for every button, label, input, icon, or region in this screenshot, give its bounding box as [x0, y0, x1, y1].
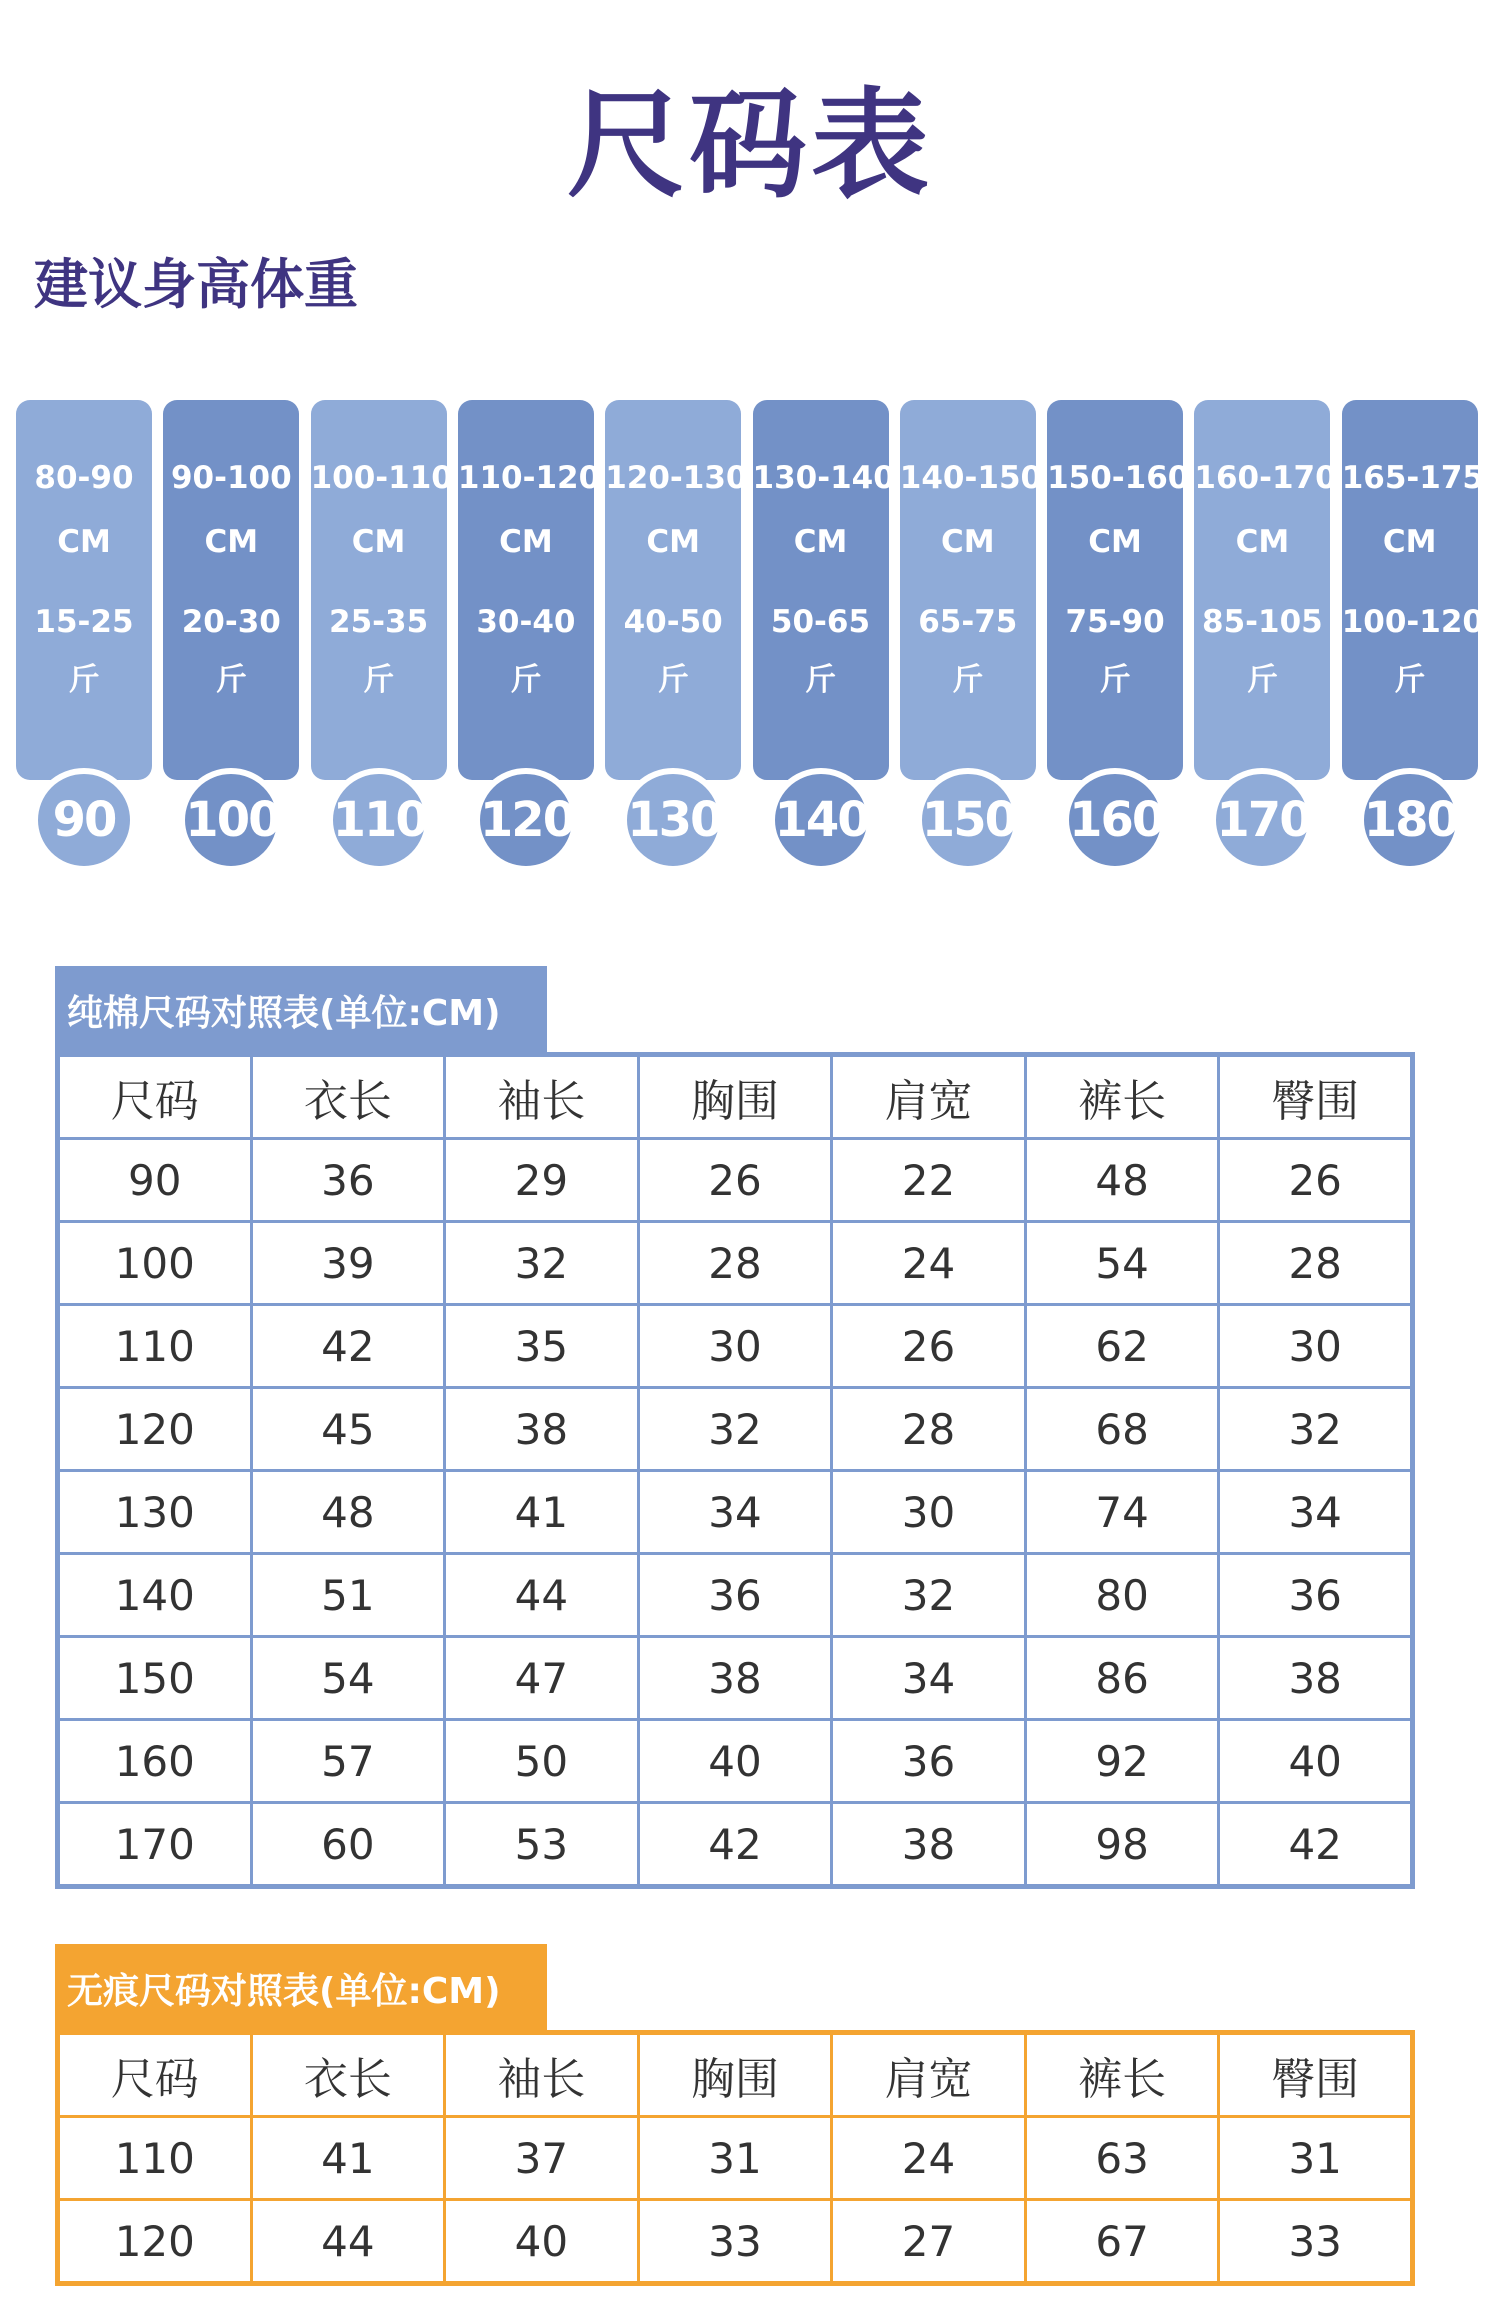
table-row	[58, 1554, 1413, 1637]
table-cell: 42	[251, 1305, 445, 1388]
table-cell: 110	[58, 2117, 252, 2200]
card-height-range: 80-90	[34, 460, 134, 496]
page-title: 尺码表	[566, 76, 933, 214]
size-card	[310, 400, 453, 870]
size-badge: 130	[621, 768, 725, 872]
table-cell: 140	[58, 1554, 252, 1637]
size-card-body	[752, 400, 895, 780]
table-cell: 34	[1219, 1471, 1413, 1554]
table-cell: 130	[58, 1471, 252, 1554]
card-weight-unit: 斤	[215, 662, 247, 698]
table-cell: 50	[445, 1720, 639, 1803]
table-cell: 28	[832, 1388, 1026, 1471]
size-badge: 100	[179, 768, 283, 872]
table-cell: 68	[1025, 1388, 1219, 1471]
card-height-range: 160-170	[1194, 460, 1337, 496]
table-cell: 34	[638, 1471, 832, 1554]
table-cell: 40	[445, 2200, 639, 2284]
size-card	[16, 400, 152, 870]
card-weight-unit: 斤	[657, 662, 689, 698]
size-card	[752, 400, 895, 870]
size-badge: 120	[474, 768, 578, 872]
table-cell: 37	[445, 2117, 639, 2200]
table-cell: 27	[832, 2200, 1026, 2284]
card-height-range: 130-140	[752, 460, 895, 496]
size-card	[1194, 400, 1337, 870]
size-card-body	[1047, 400, 1190, 780]
table-cell: 47	[445, 1637, 639, 1720]
table-cell: 30	[638, 1305, 832, 1388]
card-weight-unit: 斤	[805, 662, 836, 698]
table-cell: 42	[638, 1803, 832, 1887]
card-height-unit: CM	[57, 524, 111, 560]
table-cell: 120	[58, 2200, 252, 2284]
size-badge: 150	[916, 768, 1020, 872]
table-cell: 36	[832, 1720, 1026, 1803]
table-cell: 44	[251, 2200, 445, 2284]
table-cell: 32	[445, 1222, 639, 1305]
card-height-unit: CM	[940, 524, 995, 560]
table-row	[58, 1305, 1413, 1388]
column-header: 袖长	[445, 1055, 639, 1139]
card-height-unit: CM	[793, 524, 848, 560]
size-card	[1341, 400, 1484, 870]
table-cell: 38	[832, 1803, 1026, 1887]
card-height-range: 100-110	[310, 460, 453, 496]
card-height-range: 110-120	[457, 460, 601, 496]
table-cell: 30	[1219, 1305, 1413, 1388]
table-cell: 54	[251, 1637, 445, 1720]
table-cell: 36	[638, 1554, 832, 1637]
column-header: 胸围	[638, 1055, 832, 1139]
size-badge: 170	[1210, 768, 1314, 872]
size-badge: 110	[327, 768, 431, 872]
table-cell: 120	[58, 1388, 252, 1471]
size-card-body	[457, 400, 601, 780]
column-header: 袖长	[445, 2033, 639, 2117]
column-header: 裤长	[1025, 2033, 1219, 2117]
table-header-row	[58, 1055, 1413, 1139]
column-header: 肩宽	[832, 2033, 1026, 2117]
size-card-body	[1341, 400, 1484, 780]
size-badge: 180	[1358, 768, 1462, 872]
column-header: 裤长	[1025, 1055, 1219, 1139]
size-card	[163, 400, 299, 870]
card-height-range: 140-150	[899, 460, 1043, 496]
table-cell: 53	[445, 1803, 639, 1887]
column-header: 衣长	[251, 1055, 445, 1139]
table-cell: 48	[251, 1471, 445, 1554]
column-header: 尺码	[58, 2033, 252, 2117]
card-height-unit: CM	[204, 524, 259, 560]
table-cell: 22	[832, 1139, 1026, 1222]
card-weight-range: 50-65	[770, 604, 871, 640]
table-cell: 31	[1219, 2117, 1413, 2200]
table-cell: 54	[1025, 1222, 1219, 1305]
table-cell: 34	[832, 1637, 1026, 1720]
table-cell: 35	[445, 1305, 639, 1388]
table-row	[58, 1637, 1413, 1720]
size-card	[605, 400, 748, 870]
column-header: 臀围	[1219, 2033, 1413, 2117]
size-card-body	[605, 400, 748, 780]
table-row	[58, 1222, 1413, 1305]
table-row	[58, 1388, 1413, 1471]
table-cell: 150	[58, 1637, 252, 1720]
table-row	[58, 1720, 1413, 1803]
card-weight-range: 25-35	[329, 604, 429, 640]
column-header: 衣长	[251, 2033, 445, 2117]
card-weight-unit: 斤	[952, 662, 984, 698]
table-cell: 38	[1219, 1637, 1413, 1720]
card-weight-unit: 斤	[1246, 662, 1278, 698]
table-cell: 30	[832, 1471, 1026, 1554]
card-weight-range: 30-40	[476, 604, 576, 640]
table-cell: 36	[251, 1139, 445, 1222]
card-height-unit: CM	[1088, 524, 1142, 560]
column-header: 臀围	[1219, 1055, 1413, 1139]
column-header: 胸围	[638, 2033, 832, 2117]
size-card	[899, 400, 1043, 870]
card-weight-range: 85-105	[1202, 604, 1323, 640]
table-cell: 63	[1025, 2117, 1219, 2200]
size-card-body	[16, 400, 152, 780]
card-weight-range: 20-30	[181, 604, 281, 640]
card-weight-unit: 斤	[68, 662, 100, 698]
card-height-range: 165-175	[1341, 460, 1484, 496]
table-cell: 160	[58, 1720, 252, 1803]
table-cell: 60	[251, 1803, 445, 1887]
card-height-unit: CM	[499, 524, 553, 560]
table-cell: 62	[1025, 1305, 1219, 1388]
size-card	[1047, 400, 1190, 870]
table-cell: 80	[1025, 1554, 1219, 1637]
table-cell: 51	[251, 1554, 445, 1637]
column-header: 尺码	[58, 1055, 252, 1139]
table-cell: 32	[832, 1554, 1026, 1637]
card-weight-unit: 斤	[363, 662, 395, 698]
table-cell: 40	[638, 1720, 832, 1803]
table-cell: 45	[251, 1388, 445, 1471]
table-cell: 170	[58, 1803, 252, 1887]
table-row	[58, 1803, 1413, 1887]
seamless-table-label: 无痕尺码对照表(单位:CM)	[55, 1944, 547, 2034]
seamless-size-table	[55, 2030, 1415, 2286]
card-height-range: 150-160	[1047, 460, 1190, 496]
table-cell: 44	[445, 1554, 639, 1637]
size-card-body	[310, 400, 453, 780]
size-badge: 140	[769, 768, 873, 872]
table-cell: 28	[638, 1222, 832, 1305]
card-height-unit: CM	[1382, 524, 1437, 560]
size-badge: 160	[1063, 768, 1167, 872]
size-card	[457, 400, 601, 870]
table-cell: 24	[832, 1222, 1026, 1305]
card-weight-range: 65-75	[918, 604, 1018, 640]
table-cell: 57	[251, 1720, 445, 1803]
card-height-unit: CM	[646, 524, 700, 560]
card-height-unit: CM	[1235, 524, 1290, 560]
card-height-range: 90-100	[170, 460, 292, 496]
cotton-size-table	[55, 1052, 1415, 1889]
table-cell: 26	[1219, 1139, 1413, 1222]
table-cell: 42	[1219, 1803, 1413, 1887]
table-row	[58, 1471, 1413, 1554]
table-row	[58, 2117, 1413, 2200]
card-weight-range: 100-120	[1341, 604, 1484, 640]
table-cell: 32	[1219, 1388, 1413, 1471]
table-cell: 41	[445, 1471, 639, 1554]
table-cell: 31	[638, 2117, 832, 2200]
table-cell: 92	[1025, 1720, 1219, 1803]
card-weight-range: 15-25	[34, 604, 134, 640]
card-height-range: 120-130	[605, 460, 748, 496]
size-badge: 90	[32, 768, 136, 872]
card-weight-range: 75-90	[1065, 604, 1165, 640]
table-cell: 74	[1025, 1471, 1219, 1554]
column-header: 肩宽	[832, 1055, 1026, 1139]
table-cell: 41	[251, 2117, 445, 2200]
table-cell: 40	[1219, 1720, 1413, 1803]
table-cell: 26	[832, 1305, 1026, 1388]
table-cell: 28	[1219, 1222, 1413, 1305]
table-cell: 110	[58, 1305, 252, 1388]
card-height-unit: CM	[351, 524, 406, 560]
card-weight-range: 40-50	[623, 604, 723, 640]
section-heading: 建议身高体重	[34, 253, 358, 316]
table-cell: 38	[445, 1388, 639, 1471]
table-cell: 33	[638, 2200, 832, 2284]
table-cell: 98	[1025, 1803, 1219, 1887]
table-cell: 33	[1219, 2200, 1413, 2284]
table-cell: 100	[58, 1222, 252, 1305]
cotton-table-label: 纯棉尺码对照表(单位:CM)	[55, 966, 547, 1056]
size-cards	[16, 400, 1486, 870]
table-cell: 29	[445, 1139, 639, 1222]
size-card-body	[163, 400, 299, 780]
table-cell: 36	[1219, 1554, 1413, 1637]
card-weight-unit: 斤	[1394, 662, 1426, 698]
table-cell: 48	[1025, 1139, 1219, 1222]
table-cell: 90	[58, 1139, 252, 1222]
size-card-body	[1194, 400, 1337, 780]
table-cell: 86	[1025, 1637, 1219, 1720]
table-cell: 26	[638, 1139, 832, 1222]
table-header-row	[58, 2033, 1413, 2117]
table-row	[58, 1139, 1413, 1222]
size-card-body	[899, 400, 1043, 780]
table-cell: 67	[1025, 2200, 1219, 2284]
card-weight-unit: 斤	[1099, 662, 1131, 698]
table-cell: 38	[638, 1637, 832, 1720]
table-row	[58, 2200, 1413, 2284]
table-cell: 24	[832, 2117, 1026, 2200]
table-cell: 32	[638, 1388, 832, 1471]
card-weight-unit: 斤	[510, 662, 542, 698]
table-cell: 39	[251, 1222, 445, 1305]
